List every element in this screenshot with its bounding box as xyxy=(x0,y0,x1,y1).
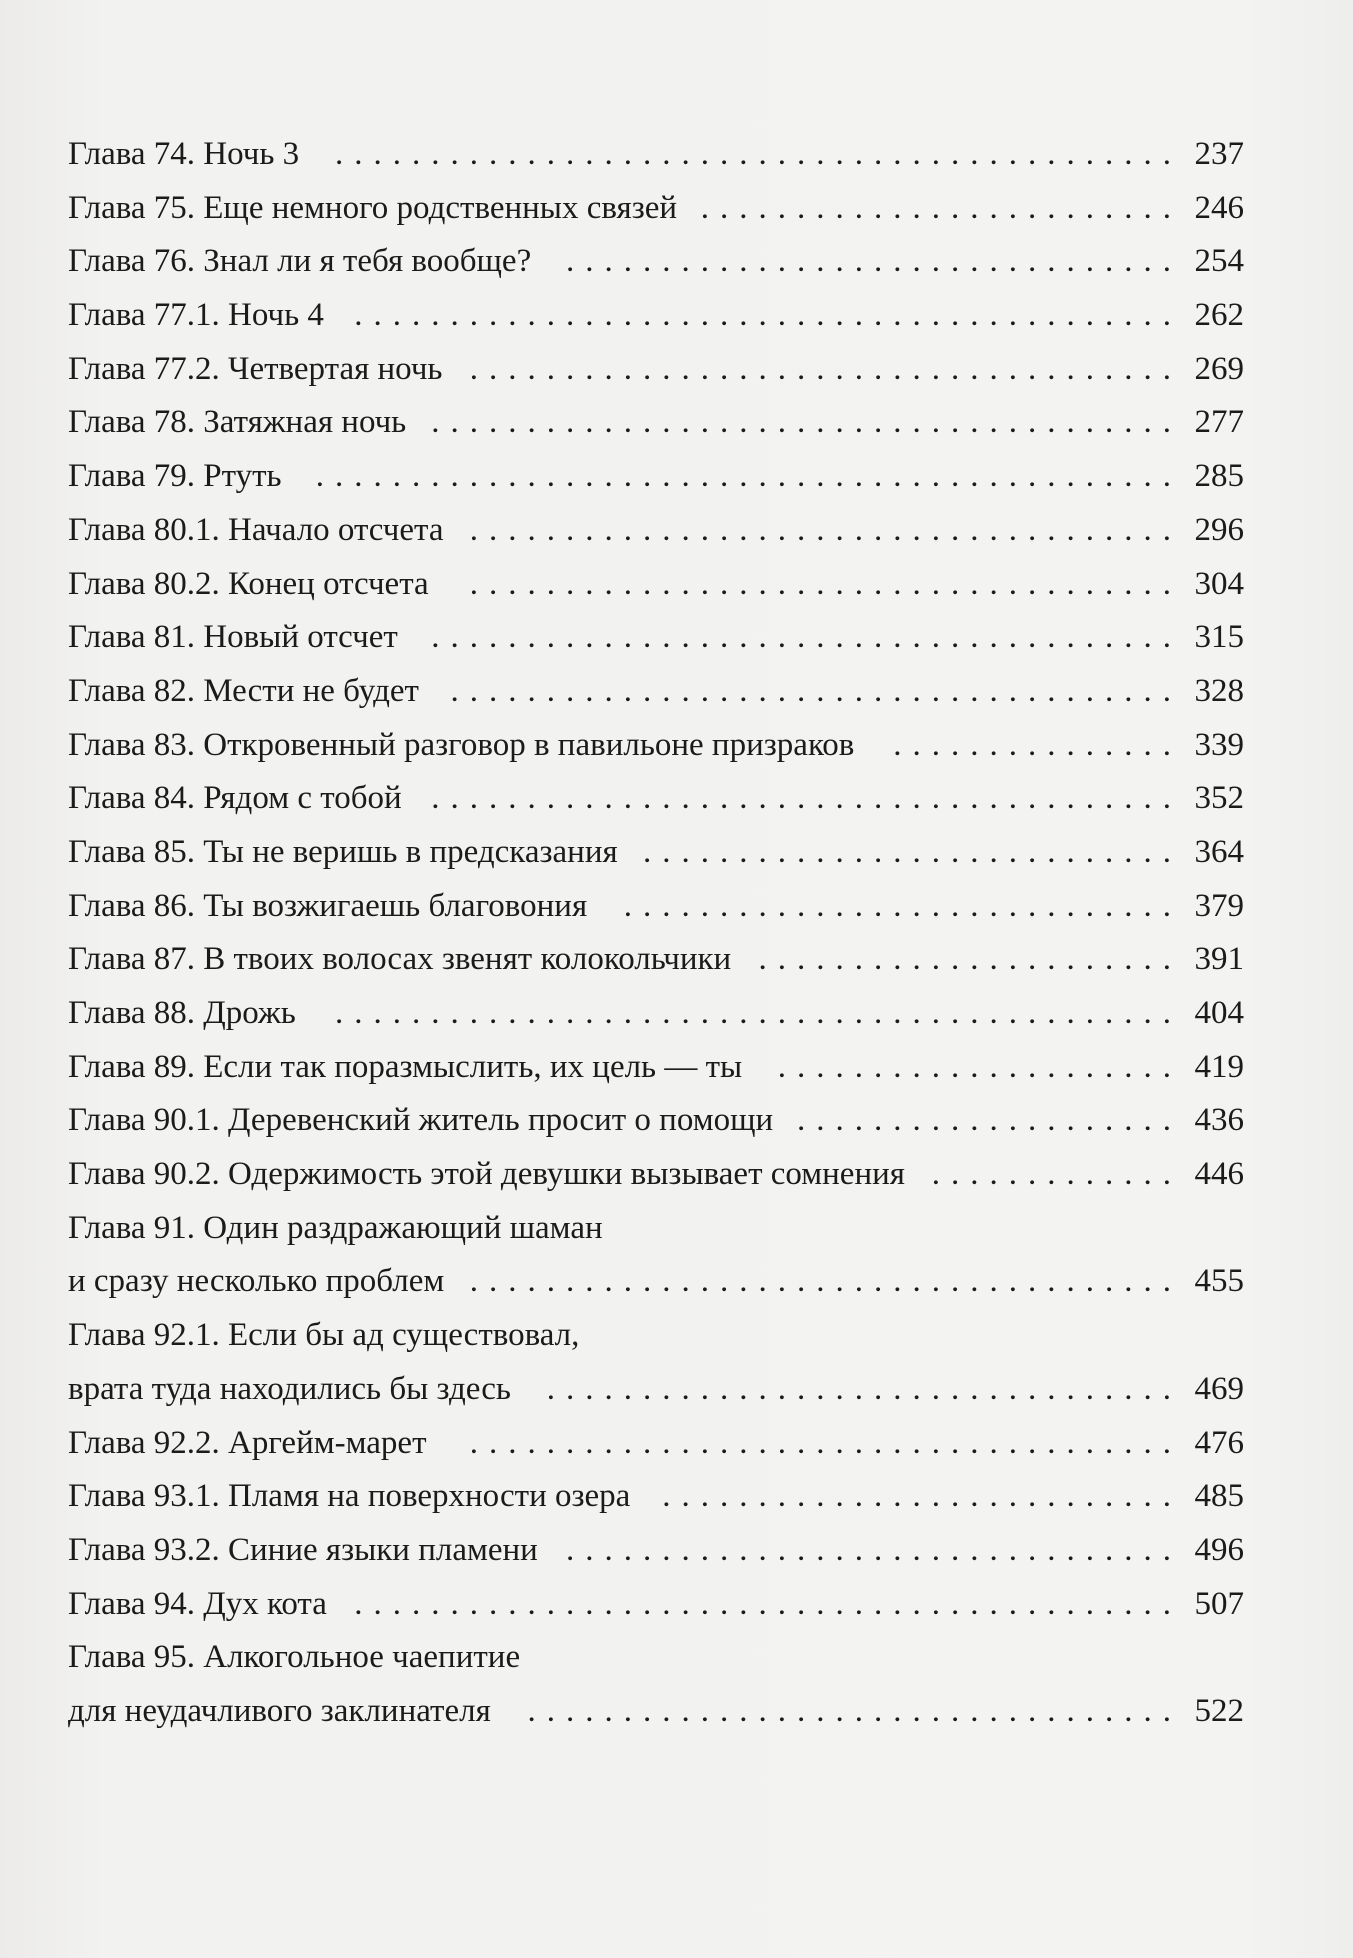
toc-entry-line xyxy=(68,665,1244,719)
toc-page-number: 436 xyxy=(1194,1102,1244,1139)
toc-dot-leader: ................................ xyxy=(566,243,1182,280)
toc-page-number: 419 xyxy=(1194,1048,1244,1085)
toc-entry-line xyxy=(68,343,1244,397)
toc-page-number: 455 xyxy=(1194,1263,1244,1300)
toc-page-number: 485 xyxy=(1194,1478,1244,1515)
toc-dot-leader: ................................. xyxy=(546,1370,1182,1407)
toc-entry-title: Глава 89. Если так поразмыслить, их цель — ты xyxy=(68,1048,743,1085)
toc-entry-title: Глава 88. Дрожь xyxy=(68,995,296,1031)
toc-entry-title: Глава 80.1. Начало отсчета xyxy=(68,511,444,548)
toc-dot-leader: ............................................. xyxy=(315,458,1182,495)
toc-entry-title: Глава 95. Алкогольное чаепитие xyxy=(68,1639,521,1676)
toc-entry-title: Глава 80.2. Конец отсчета xyxy=(68,565,429,602)
toc-entry-title: Глава 74. Ночь 3 xyxy=(68,136,300,172)
toc-dot-leader: ..................................... xyxy=(469,350,1182,387)
toc-dot-leader: .................... xyxy=(797,1102,1182,1139)
toc-entry-line xyxy=(68,880,1244,934)
toc-page-number: 469 xyxy=(1194,1370,1244,1407)
toc-page-number: 269 xyxy=(1194,350,1244,387)
toc-dot-leader: ....................................... xyxy=(431,619,1182,656)
toc-entry-line xyxy=(68,450,1244,504)
toc-entry-line xyxy=(68,128,1244,182)
toc-dot-leader: ..................... xyxy=(777,1048,1182,1085)
toc-dot-leader: ............................................ xyxy=(335,136,1182,172)
toc-entry-title: Глава 90.2. Одержимость этой девушки вызывает сомнения xyxy=(68,1156,905,1193)
toc-page-number: 277 xyxy=(1194,404,1244,441)
toc-entry-title-continuation: и сразу несколько проблем xyxy=(68,1263,445,1300)
toc-dot-leader: ........................... xyxy=(662,1478,1182,1515)
toc-dot-leader: ...................................... xyxy=(450,672,1182,709)
toc-page-number: 446 xyxy=(1194,1156,1244,1193)
toc-entry-title-continuation: для неудачливого заклинателя xyxy=(68,1692,491,1729)
toc-page-number: 339 xyxy=(1194,726,1244,763)
toc-entry-line xyxy=(68,1685,1244,1739)
toc-dot-leader: ...................... xyxy=(758,941,1182,978)
toc-page-number: 285 xyxy=(1194,458,1244,495)
toc-entry-title: Глава 82. Мести не будет xyxy=(68,672,419,709)
toc-page-number: 262 xyxy=(1194,297,1244,334)
toc-dot-leader: ........................................... xyxy=(354,1585,1182,1622)
toc-dot-leader: ..................................... xyxy=(469,1424,1182,1461)
toc-entry-line xyxy=(68,289,1244,343)
toc-page-number: 304 xyxy=(1194,565,1244,602)
toc-entry-line xyxy=(68,1631,1244,1685)
toc-dot-leader: ..................................... xyxy=(469,1263,1182,1300)
toc-entry-title: Глава 91. Один раздражающий шаман xyxy=(68,1209,603,1246)
toc-dot-leader: .................................. xyxy=(527,1692,1182,1729)
toc-entry-title: Глава 81. Новый отсчет xyxy=(68,619,398,656)
toc-page-number: 296 xyxy=(1194,511,1244,548)
toc-entry-line xyxy=(68,1148,1244,1202)
toc-entry-title: Глава 93.1. Пламя на поверхности озера xyxy=(68,1478,631,1515)
toc-entry-line xyxy=(68,772,1244,826)
toc-page-number: 404 xyxy=(1194,995,1244,1031)
toc-entry-line xyxy=(68,719,1244,773)
toc-entry-line xyxy=(68,1578,1244,1632)
toc-dot-leader: ................................ xyxy=(566,1531,1182,1568)
toc-entry-title: Глава 94. Дух кота xyxy=(68,1585,327,1622)
toc-entry-line xyxy=(68,987,1244,1041)
toc-dot-leader: ............................. xyxy=(623,887,1182,924)
toc-page-number: 507 xyxy=(1194,1585,1244,1622)
toc-entry-line xyxy=(68,611,1244,665)
toc-entry-title: Глава 85. Ты не веришь в предсказания xyxy=(68,833,618,870)
toc-page-number: 522 xyxy=(1194,1692,1244,1729)
toc-page-number: 364 xyxy=(1194,833,1244,870)
toc-entry-title: Глава 78. Затяжная ночь xyxy=(68,404,407,441)
toc-entry-title: Глава 92.1. Если бы ад существовал, xyxy=(68,1317,580,1354)
toc-entry-title: Глава 79. Ртуть xyxy=(68,458,282,495)
toc-entry-title: Глава 92.2. Аргейм-марет xyxy=(68,1424,427,1461)
toc-entry-line xyxy=(68,1094,1244,1148)
toc-entry-line xyxy=(68,1470,1244,1524)
toc-page-number: 254 xyxy=(1194,243,1244,280)
toc-page-number: 237 xyxy=(1194,136,1244,172)
toc-entry-line xyxy=(68,1309,1244,1363)
toc-dot-leader: ......................... xyxy=(700,189,1182,226)
toc-entry-line xyxy=(68,504,1244,558)
toc-entry-title: Глава 86. Ты возжигаешь благовония xyxy=(68,887,588,924)
table-of-contents xyxy=(68,128,1244,1739)
toc-page-number: 379 xyxy=(1194,887,1244,924)
toc-page-number: 352 xyxy=(1194,780,1244,817)
toc-entry-line xyxy=(68,182,1244,236)
toc-dot-leader: ........................................... xyxy=(354,297,1182,334)
toc-page-number: 246 xyxy=(1194,189,1244,226)
toc-entry-line xyxy=(68,235,1244,289)
toc-entry-title: Глава 90.1. Деревенский житель просит о помощи xyxy=(68,1102,774,1139)
toc-entry-title-continuation: врата туда находились бы здесь xyxy=(68,1370,511,1407)
toc-entry-line xyxy=(68,1524,1244,1578)
toc-entry-title: Глава 77.1. Ночь 4 xyxy=(68,297,324,334)
toc-entry-title: Глава 75. Еще немного родственных связей xyxy=(68,189,678,226)
toc-entry-line xyxy=(68,1255,1244,1309)
toc-entry-line xyxy=(68,933,1244,987)
toc-entry-line xyxy=(68,1041,1244,1095)
toc-page-number: 496 xyxy=(1194,1531,1244,1568)
toc-page-number: 476 xyxy=(1194,1424,1244,1461)
toc-entry-title: Глава 87. В твоих волосах звенят колокольчики xyxy=(68,941,732,978)
toc-entry-line xyxy=(68,1417,1244,1471)
toc-page-number: 328 xyxy=(1194,672,1244,709)
toc-entry-title: Глава 77.2. Четвертая ночь xyxy=(68,350,443,387)
toc-entry-title: Глава 93.2. Синие языки пламени xyxy=(68,1531,538,1568)
toc-entry-line xyxy=(68,1363,1244,1417)
toc-entry-line xyxy=(68,826,1244,880)
toc-dot-leader: ..................................... xyxy=(469,565,1182,602)
toc-entry-line xyxy=(68,1202,1244,1256)
toc-page-number: 391 xyxy=(1194,941,1244,978)
toc-entry-title: Глава 83. Откровенный разговор в павильоне призраков xyxy=(68,726,855,763)
toc-entry-line xyxy=(68,396,1244,450)
toc-dot-leader: ..................................... xyxy=(469,511,1182,548)
toc-entry-line xyxy=(68,558,1244,612)
toc-dot-leader: ............... xyxy=(893,726,1182,763)
toc-dot-leader: ............................................ xyxy=(335,995,1182,1031)
toc-page-number: 315 xyxy=(1194,619,1244,656)
toc-dot-leader: ............................ xyxy=(643,833,1182,870)
toc-dot-leader: ....................................... xyxy=(431,780,1182,817)
toc-dot-leader: ............. xyxy=(931,1156,1182,1193)
toc-entry-title: Глава 76. Знал ли я тебя вообще? xyxy=(68,243,532,280)
toc-dot-leader: ....................................... xyxy=(431,404,1182,441)
toc-entry-title: Глава 84. Рядом с тобой xyxy=(68,780,402,817)
